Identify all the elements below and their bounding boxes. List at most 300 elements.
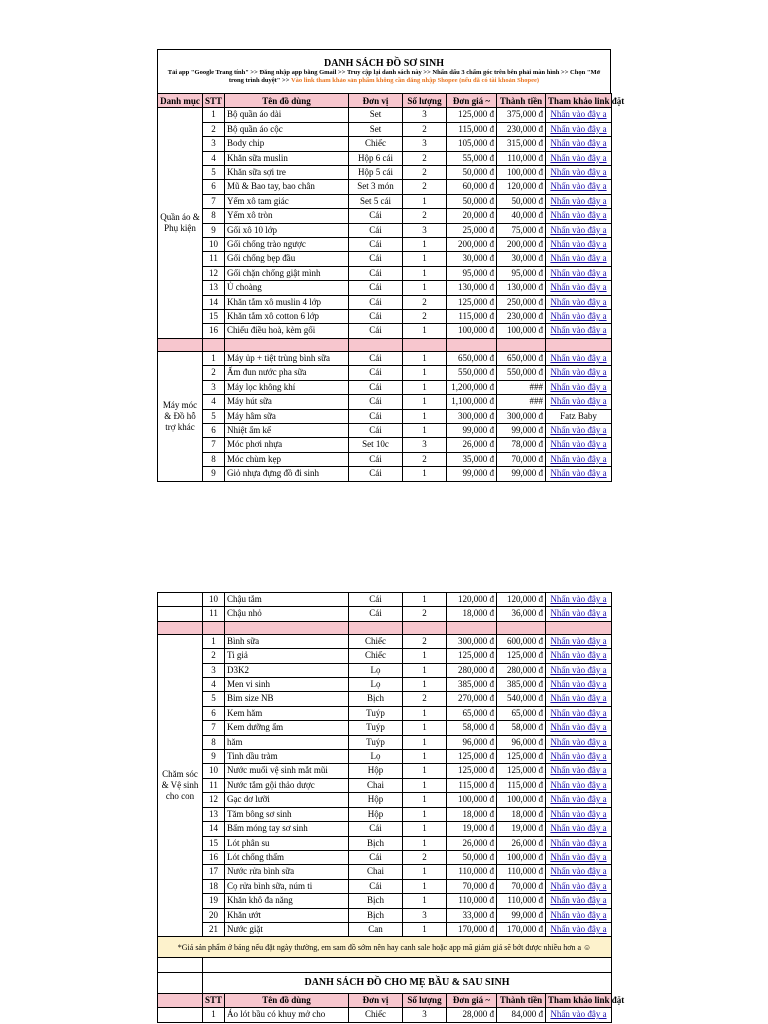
reference-link[interactable]: Nhấn vào đây a xyxy=(550,650,607,661)
reference-link[interactable]: Nhấn vào đây a xyxy=(550,751,607,762)
table-row xyxy=(158,593,612,607)
price-cell: 60,000 đ xyxy=(447,180,497,194)
reference-link[interactable]: Nhấn vào đây a xyxy=(550,707,607,718)
qty-cell: 1 xyxy=(403,807,447,821)
table-row xyxy=(158,721,612,735)
unit-cell: Cái xyxy=(349,366,403,380)
table-row xyxy=(158,438,612,452)
link-cell xyxy=(546,452,612,466)
price-cell: 55,000 đ xyxy=(447,151,497,165)
qty-cell: 1 xyxy=(403,836,447,850)
item-name: Khăn ướt xyxy=(225,908,349,922)
qty-cell: 2 xyxy=(403,850,447,864)
price-cell: 28,000 đ xyxy=(447,1008,497,1022)
reference-link[interactable]: Nhấn vào đây a xyxy=(550,167,607,178)
qty-cell: 3 xyxy=(403,223,447,237)
link-cell xyxy=(546,634,612,648)
table-row xyxy=(158,122,612,136)
total-cell: 100,000 đ xyxy=(497,324,546,338)
reference-link[interactable]: Nhấn vào đây a xyxy=(550,453,607,464)
qty-cell: 1 xyxy=(403,380,447,394)
header-link: Tham khảo link đặt xyxy=(546,993,612,1007)
stt-cell: 5 xyxy=(203,692,225,706)
reference-link[interactable]: Nhấn vào đây a xyxy=(550,679,607,690)
item-name: Kem dưỡng ẩm xyxy=(225,721,349,735)
unit-cell: Chiếc xyxy=(349,649,403,663)
reference-link[interactable]: Nhấn vào đây a xyxy=(550,109,607,120)
link-cell xyxy=(546,238,612,252)
reference-link[interactable]: Nhấn vào đây a xyxy=(550,195,607,206)
stt-cell: 4 xyxy=(203,151,225,165)
qty-cell: 2 xyxy=(403,209,447,223)
qty-cell: 3 xyxy=(403,137,447,151)
category-cell: Quần áo & Phụ kiện xyxy=(158,108,203,339)
qty-cell: 1 xyxy=(403,467,447,481)
total-cell: 36,000 đ xyxy=(497,607,546,621)
unit-cell: Cái xyxy=(349,850,403,864)
item-name: Bỉm size NB xyxy=(225,692,349,706)
unit-cell: Cái xyxy=(349,467,403,481)
link-cell xyxy=(546,865,612,879)
stt-cell: 10 xyxy=(203,593,225,607)
reference-link[interactable]: Nhấn vào đây a xyxy=(550,866,607,877)
unit-cell: Hộp xyxy=(349,764,403,778)
link-cell xyxy=(546,721,612,735)
item-name: Móc phơi nhựa xyxy=(225,438,349,452)
reference-link[interactable]: Nhấn vào đây a xyxy=(550,1009,607,1020)
table-row xyxy=(158,366,612,380)
title2-row xyxy=(158,972,612,993)
link-cell xyxy=(546,692,612,706)
item-name: Nước giặt xyxy=(225,922,349,936)
reference-link[interactable]: Nhấn vào đây a xyxy=(550,152,607,163)
total-cell: 650,000 đ xyxy=(497,351,546,365)
stt-cell: 11 xyxy=(203,778,225,792)
table-row xyxy=(158,735,612,749)
price-cell: 125,000 đ xyxy=(447,295,497,309)
category-cell xyxy=(158,607,203,621)
stt-cell: 1 xyxy=(203,634,225,648)
qty-cell: 2 xyxy=(403,122,447,136)
item-name: Nước tắm gội thảo dược xyxy=(225,778,349,792)
qty-cell: 1 xyxy=(403,678,447,692)
unit-cell: Cái xyxy=(349,281,403,295)
unit-cell: Hộp 5 cái xyxy=(349,166,403,180)
qty-cell: 1 xyxy=(403,252,447,266)
qty-cell: 1 xyxy=(403,238,447,252)
total-cell: 250,000 đ xyxy=(497,295,546,309)
total-cell: 110,000 đ xyxy=(497,894,546,908)
price-cell: 33,000 đ xyxy=(447,908,497,922)
table-row xyxy=(158,467,612,481)
total-cell: ### xyxy=(497,395,546,409)
price-cell: 70,000 đ xyxy=(447,879,497,893)
reference-link[interactable]: Nhấn vào đây a xyxy=(550,664,607,675)
link-cell xyxy=(546,310,612,324)
table-row xyxy=(158,764,612,778)
table-row xyxy=(158,894,612,908)
price-cell: 120,000 đ xyxy=(447,593,497,607)
reference-link[interactable]: Nhấn vào đây a xyxy=(550,439,607,450)
total-cell: 600,000 đ xyxy=(497,634,546,648)
price-cell: 115,000 đ xyxy=(447,122,497,136)
stt-cell: 7 xyxy=(203,194,225,208)
price-cell: 125,000 đ xyxy=(447,764,497,778)
price-cell: 270,000 đ xyxy=(447,692,497,706)
link-cell xyxy=(546,423,612,437)
header-unit: Đơn vị xyxy=(349,993,403,1007)
header-row xyxy=(158,94,612,108)
qty-cell: 3 xyxy=(403,438,447,452)
reference-link[interactable]: Nhấn vào đây a xyxy=(550,923,607,934)
unit-cell: Cái xyxy=(349,380,403,394)
link-cell xyxy=(546,281,612,295)
total-cell: 300,000 đ xyxy=(497,409,546,423)
total-cell: 50,000 đ xyxy=(497,194,546,208)
header-category: Danh mục xyxy=(158,94,203,108)
unit-cell: Set 10c xyxy=(349,438,403,452)
table-row xyxy=(158,807,612,821)
reference-link[interactable]: Nhấn vào đây a xyxy=(550,311,607,322)
qty-cell: 1 xyxy=(403,922,447,936)
reference-link[interactable]: Nhấn vào đây a xyxy=(550,253,607,264)
price-cell: 95,000 đ xyxy=(447,266,497,280)
reference-link[interactable]: Nhấn vào đây a xyxy=(550,352,607,363)
table-row xyxy=(158,137,612,151)
table-row xyxy=(158,180,612,194)
item-name: Yếm xô tam giác xyxy=(225,194,349,208)
reference-link[interactable]: Nhấn vào đây a xyxy=(550,794,607,805)
reference-link[interactable]: Nhấn vào đây a xyxy=(550,468,607,479)
category-cell xyxy=(158,1008,203,1022)
unit-cell: Tuýp xyxy=(349,735,403,749)
item-name: Bấm móng tay sơ sinh xyxy=(225,822,349,836)
total-cell: 18,000 đ xyxy=(497,807,546,821)
qty-cell: 1 xyxy=(403,778,447,792)
table-row xyxy=(158,922,612,936)
unit-cell: Set xyxy=(349,108,403,122)
table-row xyxy=(158,634,612,648)
table-row xyxy=(158,750,612,764)
link-cell xyxy=(546,822,612,836)
total-cell: 315,000 đ xyxy=(497,137,546,151)
reference-link[interactable]: Nhấn vào đây a xyxy=(550,367,607,378)
unit-cell: Hộp xyxy=(349,807,403,821)
unit-cell: Tuýp xyxy=(349,721,403,735)
reference-link[interactable]: Nhấn vào đây a xyxy=(550,635,607,646)
link-cell xyxy=(546,807,612,821)
table-row xyxy=(158,879,612,893)
unit-cell: Set 5 cái xyxy=(349,194,403,208)
header-name: Tên đồ dùng xyxy=(225,94,349,108)
reference-link[interactable]: Nhấn vào đây a xyxy=(550,808,607,819)
qty-cell: 1 xyxy=(403,764,447,778)
stt-cell: 12 xyxy=(203,266,225,280)
qty-cell: 3 xyxy=(403,108,447,122)
reference-link[interactable]: Nhấn vào đây a xyxy=(550,267,607,278)
blank-row xyxy=(158,958,612,972)
table-row xyxy=(158,423,612,437)
total-cell: 99,000 đ xyxy=(497,423,546,437)
stt-cell: 13 xyxy=(203,807,225,821)
item-name: Bình sữa xyxy=(225,634,349,648)
note-row xyxy=(158,937,612,958)
link-cell xyxy=(546,649,612,663)
unit-cell: Hộp 6 cái xyxy=(349,151,403,165)
link-cell xyxy=(546,467,612,481)
qty-cell: 1 xyxy=(403,409,447,423)
link-cell xyxy=(546,908,612,922)
table-row xyxy=(158,778,612,792)
category-cell: Chăm sóc & Vệ sinh cho con xyxy=(158,634,203,937)
item-name: Gối chống bẹp đầu xyxy=(225,252,349,266)
reference-link[interactable]: Nhấn vào đây a xyxy=(550,594,607,604)
reference-link[interactable]: Nhấn vào đây a xyxy=(550,722,607,733)
reference-link[interactable]: Nhấn vào đây a xyxy=(550,325,607,336)
item-name: Khăn sữa sợi tre xyxy=(225,166,349,180)
table-row xyxy=(158,908,612,922)
reference-link[interactable]: Nhấn vào đây a xyxy=(550,880,607,891)
reference-link[interactable]: Nhấn vào đây a xyxy=(550,851,607,862)
price-cell: 650,000 đ xyxy=(447,351,497,365)
reference-link[interactable]: Nhấn vào đây a xyxy=(550,296,607,307)
instructions: Tải app "Google Trang tính" >> Đăng nhập app bằng Gmail >> Truy cập lại danh sách này >> Nhấn dấu 3 chấm góc trên bên phải màn hình >> Chọn "Mở trong trình duyệt" >> Vào link tham khảo sản phẩm không cần đăng nhập Shopee (nếu đã có tài khoản Shopee) xyxy=(167,69,601,84)
reference-link[interactable]: Nhấn vào đây a xyxy=(550,224,607,235)
price-cell: 300,000 đ xyxy=(447,409,497,423)
table-page1 xyxy=(157,93,625,482)
link-cell xyxy=(546,380,612,394)
price-cell: 125,000 đ xyxy=(447,750,497,764)
price-cell: 280,000 đ xyxy=(447,663,497,677)
reference-link[interactable]: Nhấn vào đây a xyxy=(550,424,607,435)
table-row xyxy=(158,295,612,309)
link-cell xyxy=(546,223,612,237)
unit-cell: Cái xyxy=(349,295,403,309)
category-cell: Máy móc & Đồ hỗ trợ khác xyxy=(158,351,203,481)
total-cell: 280,000 đ xyxy=(497,663,546,677)
unit-cell: Tuýp xyxy=(349,706,403,720)
item-name: Gối chống trào ngược xyxy=(225,238,349,252)
unit-cell: Bịch xyxy=(349,836,403,850)
qty-cell: 1 xyxy=(403,649,447,663)
total-cell: 110,000 đ xyxy=(497,865,546,879)
total-cell: 120,000 đ xyxy=(497,593,546,607)
unit-cell: Cái xyxy=(349,252,403,266)
total-cell: 375,000 đ xyxy=(497,108,546,122)
link-cell xyxy=(546,1008,612,1022)
link-cell: Fatz Baby xyxy=(546,409,612,423)
qty-cell: 1 xyxy=(403,423,447,437)
table-row xyxy=(158,151,612,165)
separator-row xyxy=(158,621,612,634)
table-page2 xyxy=(157,592,625,1023)
link-cell xyxy=(546,108,612,122)
reference-link[interactable]: Nhấn vào đây a xyxy=(550,381,607,392)
reference-link[interactable]: Nhấn vào đây a xyxy=(550,693,607,704)
reference-link[interactable]: Nhấn vào đây a xyxy=(550,823,607,834)
table-row xyxy=(158,822,612,836)
stt-cell: 8 xyxy=(203,735,225,749)
stt-cell: 4 xyxy=(203,678,225,692)
stt-cell: 21 xyxy=(203,922,225,936)
header-stt: STT xyxy=(203,94,225,108)
reference-link[interactable]: Nhấn vào đây a xyxy=(550,779,607,790)
total-cell: 26,000 đ xyxy=(497,836,546,850)
total-cell: 70,000 đ xyxy=(497,879,546,893)
reference-link[interactable]: Nhấn vào đây a xyxy=(550,239,607,250)
qty-cell: 1 xyxy=(403,721,447,735)
unit-cell: Cái xyxy=(349,879,403,893)
stt-cell: 8 xyxy=(203,209,225,223)
total-cell: 100,000 đ xyxy=(497,850,546,864)
total-cell: 120,000 đ xyxy=(497,180,546,194)
total-cell: 110,000 đ xyxy=(497,151,546,165)
table-row xyxy=(158,108,612,122)
stt-cell: 2 xyxy=(203,366,225,380)
total-cell: 65,000 đ xyxy=(497,706,546,720)
total-cell: 125,000 đ xyxy=(497,750,546,764)
unit-cell: Set 3 món xyxy=(349,180,403,194)
reference-link[interactable]: Nhấn vào đây a xyxy=(550,138,607,149)
unit-cell: Cái xyxy=(349,324,403,338)
stt-cell: 7 xyxy=(203,721,225,735)
table-row xyxy=(158,324,612,338)
qty-cell: 2 xyxy=(403,310,447,324)
item-name: Nước muối vệ sinh mắt mũi xyxy=(225,764,349,778)
table-row xyxy=(158,692,612,706)
stt-cell: 20 xyxy=(203,908,225,922)
table-row xyxy=(158,380,612,394)
reference-link[interactable]: Nhấn vào đây a xyxy=(550,181,607,192)
header-name: Tên đồ dùng xyxy=(225,993,349,1007)
qty-cell: 1 xyxy=(403,865,447,879)
stt-cell: 11 xyxy=(203,607,225,621)
item-name: Giỏ nhựa đựng đồ đi sinh xyxy=(225,467,349,481)
qty-cell: 1 xyxy=(403,194,447,208)
qty-cell: 1 xyxy=(403,395,447,409)
reference-link[interactable]: Nhấn vào đây a xyxy=(550,837,607,848)
total-cell: 100,000 đ xyxy=(497,166,546,180)
reference-link[interactable]: Nhấn vào đây a xyxy=(550,608,607,619)
table-row xyxy=(158,649,612,663)
unit-cell: Cái xyxy=(349,310,403,324)
item-name: Tinh dầu tràm xyxy=(225,750,349,764)
reference-link[interactable]: Nhấn vào đây a xyxy=(550,396,607,407)
item-name: Chậu nhỏ xyxy=(225,607,349,621)
item-name: Cọ rửa bình sữa, núm ti xyxy=(225,879,349,893)
qty-cell: 2 xyxy=(403,166,447,180)
sheet-title-box xyxy=(157,49,611,94)
header-price: Đơn giá ~ xyxy=(447,993,497,1007)
header-qty: Số lượng xyxy=(403,94,447,108)
qty-cell: 1 xyxy=(403,366,447,380)
total-cell: 115,000 đ xyxy=(497,778,546,792)
qty-cell: 1 xyxy=(403,750,447,764)
link-cell xyxy=(546,438,612,452)
price-cell: 20,000 đ xyxy=(447,209,497,223)
price-cell: 26,000 đ xyxy=(447,836,497,850)
price-cell: 300,000 đ xyxy=(447,634,497,648)
stt-cell: 16 xyxy=(203,324,225,338)
unit-cell: Chai xyxy=(349,865,403,879)
reference-link[interactable]: Nhấn vào đây a xyxy=(550,765,607,776)
stt-cell: 5 xyxy=(203,409,225,423)
unit-cell: Cái xyxy=(349,409,403,423)
item-name: Bộ quần áo dài xyxy=(225,108,349,122)
table-row xyxy=(158,452,612,466)
qty-cell: 1 xyxy=(403,324,447,338)
total-cell: 99,000 đ xyxy=(497,467,546,481)
qty-cell: 2 xyxy=(403,151,447,165)
item-name: Khăn tắm xô muslin 4 lớp xyxy=(225,295,349,309)
price-note: *Giá sản phẩm ở bảng nếu đặt ngày thường, em sam đồ sớm nên hay canh sale hoặc app mã giảm giá sẽ bớt được nhiều hơn a ☺ xyxy=(158,937,612,958)
price-cell: 25,000 đ xyxy=(447,223,497,237)
reference-link[interactable]: Nhấn vào đây a xyxy=(550,736,607,747)
price-cell: 110,000 đ xyxy=(447,865,497,879)
total-cell: 99,000 đ xyxy=(497,908,546,922)
unit-cell: Cái xyxy=(349,607,403,621)
qty-cell: 1 xyxy=(403,593,447,607)
link-cell xyxy=(546,194,612,208)
unit-cell: Cái xyxy=(349,593,403,607)
stt-cell: 3 xyxy=(203,663,225,677)
qty-cell: 2 xyxy=(403,692,447,706)
stt-cell: 16 xyxy=(203,850,225,864)
table-row xyxy=(158,166,612,180)
link-cell xyxy=(546,324,612,338)
unit-cell: Chiếc xyxy=(349,137,403,151)
item-name: Yếm xô tròn xyxy=(225,209,349,223)
link-cell xyxy=(546,836,612,850)
qty-cell: 2 xyxy=(403,607,447,621)
item-name: D3K2 xyxy=(225,663,349,677)
stt-cell: 6 xyxy=(203,180,225,194)
reference-link[interactable]: Nhấn vào đây a xyxy=(550,282,607,293)
unit-cell: Cái xyxy=(349,209,403,223)
header-total: Thành tiền xyxy=(497,993,546,1007)
header-price: Đơn giá ~ xyxy=(447,94,497,108)
item-name: Gối xô 10 lớp xyxy=(225,223,349,237)
item-name: Máy lọc không khí xyxy=(225,380,349,394)
reference-link[interactable]: Nhấn vào đây a xyxy=(550,909,607,920)
table-row xyxy=(158,850,612,864)
stt-cell: 4 xyxy=(203,395,225,409)
price-cell: 385,000 đ xyxy=(447,678,497,692)
qty-cell: 1 xyxy=(403,281,447,295)
header-unit: Đơn vị xyxy=(349,94,403,108)
table-row xyxy=(158,663,612,677)
item-name: Tăm bông sơ sinh xyxy=(225,807,349,821)
item-name: Khăn tắm xô cotton 6 lớp xyxy=(225,310,349,324)
price-cell: 1,100,000 đ xyxy=(447,395,497,409)
reference-link[interactable]: Nhấn vào đây a xyxy=(550,123,607,134)
stt-cell: 11 xyxy=(203,252,225,266)
reference-link[interactable]: Nhấn vào đây a xyxy=(550,895,607,906)
total-cell: 200,000 đ xyxy=(497,238,546,252)
unit-cell: Chiếc xyxy=(349,634,403,648)
link-cell xyxy=(546,137,612,151)
link-cell xyxy=(546,750,612,764)
qty-cell: 1 xyxy=(403,894,447,908)
item-name: Ti giả xyxy=(225,649,349,663)
price-cell: 115,000 đ xyxy=(447,310,497,324)
unit-cell: Cái xyxy=(349,238,403,252)
item-name: hăm xyxy=(225,735,349,749)
stt-cell: 17 xyxy=(203,865,225,879)
link-cell xyxy=(546,151,612,165)
reference-link[interactable]: Nhấn vào đây a xyxy=(550,210,607,221)
qty-cell: 1 xyxy=(403,735,447,749)
